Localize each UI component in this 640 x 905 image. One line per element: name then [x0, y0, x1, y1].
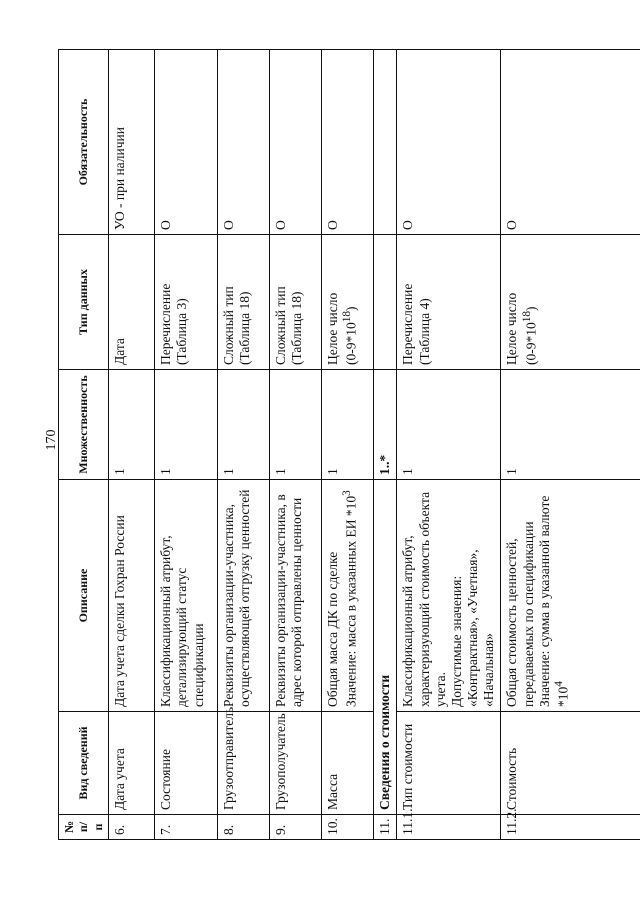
header-type: Тип данных [59, 235, 109, 370]
rotated-page-content [58, 50, 628, 840]
cell-req: О [501, 50, 640, 235]
cell-type: Сложный тип (Таблица 18) [218, 235, 270, 370]
desc-line: Значение: сумма в указанной валюте *10 [536, 495, 571, 707]
cell-mult: 1 [218, 370, 270, 480]
type-end: ) [523, 306, 539, 311]
cell-mult: 1..* [374, 370, 397, 480]
cell-kind: Дата учета [109, 712, 155, 815]
table-row [501, 50, 640, 840]
desc-line: Классификационный атрибут, характеризующий стоимость объекта учета. [400, 491, 448, 707]
cell-req: О [397, 50, 501, 235]
cell-type: Перечисление (Таблица 4) [397, 235, 501, 370]
header-num: № п/п [59, 815, 109, 840]
cell-num: 7. [155, 815, 218, 840]
cell-type: Сложный тип (Таблица 18) [270, 235, 322, 370]
desc-line: «Контрактная», «Учетная», «Начальная» [465, 549, 497, 707]
cell-num: 6. [109, 815, 155, 840]
cell-req [374, 50, 397, 235]
exponent: 18 [520, 311, 533, 323]
cell-type [322, 235, 374, 370]
cell-desc: Классификационный атрибут, детализирующий статус спецификации [155, 480, 218, 712]
cell-num: 10. [322, 815, 374, 840]
desc-line: Допустимые значения: [448, 575, 464, 707]
cell-kind: Состояние [155, 712, 218, 815]
attributes-table [58, 49, 640, 840]
cell-type: Дата [109, 235, 155, 370]
cell-desc [397, 480, 501, 712]
exponent: 18 [341, 311, 354, 323]
desc-line: Общая стоимость ценностей, передаваемых по спецификации [504, 521, 536, 707]
header-kind: Вид сведений [59, 712, 109, 815]
type-line: Целое число [504, 292, 520, 365]
table-header-row [59, 50, 109, 840]
type-base: (0-9*10 [343, 322, 359, 365]
cell-desc: Реквизиты организации-участника, в адрес которой отправлены ценности [270, 480, 322, 712]
exponent: 4 [553, 681, 566, 687]
cell-mult: 1 [155, 370, 218, 480]
table-row [397, 50, 501, 840]
cell-req: УО - при наличии [109, 50, 155, 235]
header-desc: Описание [59, 480, 109, 712]
page-number: 170 [44, 429, 59, 451]
type-end: ) [343, 306, 359, 311]
table-row [109, 50, 155, 840]
cell-desc [322, 480, 374, 712]
cell-desc [501, 480, 640, 712]
cell-type: Перечисление (Таблица 3) [155, 235, 218, 370]
header-mult: Множественность [59, 370, 109, 480]
cell-num: 11.2. [501, 815, 640, 840]
cell-req: О [155, 50, 218, 235]
cell-req: О [322, 50, 374, 235]
table-row [270, 50, 322, 840]
cell-num: 11. [374, 815, 397, 840]
cell-kind: Стоимость [501, 712, 640, 815]
type-base: (0-9*10 [523, 322, 539, 365]
exponent: 3 [341, 490, 354, 496]
desc-line: Общая масса ДК по сделке [325, 551, 341, 707]
cell-num: 8. [218, 815, 270, 840]
table-row [322, 50, 374, 840]
cell-kind: Грузоотправитель [218, 712, 270, 815]
desc-line: Значение: масса в указанных ЕИ *10 [343, 495, 359, 707]
cell-mult: 1 [109, 370, 155, 480]
cell-req: О [218, 50, 270, 235]
section-title: Сведения о стоимости [374, 480, 397, 815]
cell-mult: 1 [322, 370, 374, 480]
cell-type [501, 235, 640, 370]
cell-kind: Грузополучатель [270, 712, 322, 815]
cell-mult: 1 [397, 370, 501, 480]
cell-desc: Реквизиты организации-участника, осуществляющей отгрузку ценностей [218, 480, 270, 712]
table-row [155, 50, 218, 840]
cell-num: 11.1. [397, 815, 501, 840]
header-req: Обязательность [59, 50, 109, 235]
cell-desc: Дата учета сделки Гохран России [109, 480, 155, 712]
type-line: Целое число [325, 292, 341, 365]
table-row-section [374, 50, 397, 840]
cell-type [374, 235, 397, 370]
cell-num: 9. [270, 815, 322, 840]
cell-mult: 1 [270, 370, 322, 480]
cell-mult: 1 [501, 370, 640, 480]
cell-req: О [270, 50, 322, 235]
cell-kind: Масса [322, 712, 374, 815]
cell-kind: Тип стоимости [397, 712, 501, 815]
table-row [218, 50, 270, 840]
